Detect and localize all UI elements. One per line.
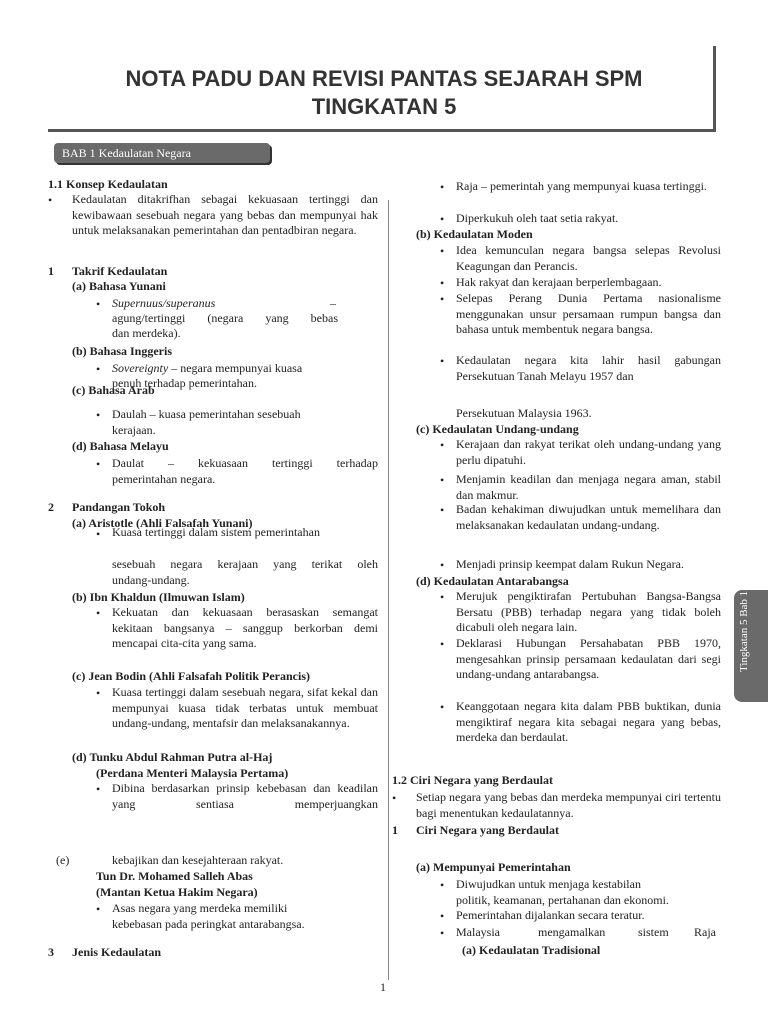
text-line: Asas negara yang merdeka memiliki [112,901,288,915]
text-line: dan merdeka). [112,326,181,340]
bullet: • [96,527,101,541]
text-word: Malaysia [456,925,500,939]
text-line: kebajikan dan kesejahteraan rakyat. [112,853,284,867]
item-label: (e) [56,853,70,867]
text-word: mengamalkan [538,925,606,939]
text-line: pemerintahan negara. [112,472,216,486]
heading: Ciri Negara yang Berdaulat [416,823,559,837]
text-block: Kekuatan dan kekuasaan berasaskan semangat kekitaan bangsanya – sanggup berkorban demi mencapai cita-cita yang sama. [112,605,378,650]
text-line: Diwujudkan untuk menjaga kestabilan [456,877,641,891]
bullet: • [440,438,445,452]
bullet: • [440,590,445,604]
text-block: Kuasa tertinggi dalam sesebuah negara, sifat kekal dan mempunyai kuasa tidak terbatas untuk membuat undang-undang, mentafsir dan melaksanakannya. [112,685,378,730]
definition-text: Kedaulatan ditakrifhan sebagai kekuasaan tertinggi dan kewibawaan sesebuah negara yang bebas dan mempunyai hak untuk melaksanakan pemerintahan dan pentadbiran negara. [72,192,378,237]
text-block: Dibina berdasarkan prinsip kebebasan dan keadilan yang sentiasa memperjuangkan [112,781,378,811]
text-block: Raja – pemerintah yang mempunyai kuasa tertinggi. [456,179,707,193]
chapter-tab: BAB 1 Kedaulatan Negara [54,143,270,163]
bullet: • [440,878,445,892]
term: Sovereignty [112,361,169,375]
page-subtitle: TINGKATAN 5 [311,94,457,119]
heading-number: 1 [48,264,54,278]
text-block: Deklarasi Hubungan Persahabatan PBB 1970, mengesahkan prinsip persamaan kedaulatan dari segi undang-undang antarabangsa. [456,636,721,681]
column-divider [388,200,389,980]
text-line: Menjadi prinsip keempat dalam Rukun Negara. [456,557,684,571]
bullet: • [96,782,101,796]
text-line: agung/tertinggi (negara yang bebas [112,311,338,325]
text-block: Keanggotaan negara kita dalam PBB buktikan, dunia mengiktiraf negara kita sebagai negara yang bebas, merdeka dan berdaulat. [456,699,721,744]
bullet: • [96,606,101,620]
heading: Jenis Kedaulatan [72,945,162,959]
text-line [112,361,302,376]
side-tab-label: Tingkatan 5 Bab 1 [738,590,750,672]
subheading: (c) Jean Bodin (Ahli Falsafah Politik Perancis) [72,669,310,683]
text-line: kerajaan. [112,423,156,437]
term-definition: – negara mempunyai kuasa [168,361,303,375]
page-title: NOTA PADU DAN REVISI PANTAS SEJARAH SPM [125,66,643,91]
text-block: Idea kemunculan negara bangsa selepas Revolusi Keagungan dan Perancis. [456,243,721,273]
subheading: (c) Kedaulatan Undang-undang [416,422,579,436]
bullet: • [440,276,445,290]
text-line: Daulah – kuasa pemerintahan sesebuah [112,407,301,421]
text-line: undang-undang. [112,573,190,587]
bullet: • [440,700,445,714]
section-heading: 1.1 Konsep Kedaulatan [48,177,168,191]
subheading: Tun Dr. Mohamed Salleh Abas [96,869,253,883]
text-word: sistem [638,925,669,939]
text-line: Persekutuan Malaysia 1963. [456,406,592,420]
text-block: Setiap negara yang bebas dan merdeka mempunyai ciri tertentu bagi menentukan kedaulatannya. [416,790,721,820]
term: Supernuus/superanus [112,296,216,310]
bullet: • [440,244,445,258]
heading-number: 1 [392,823,398,837]
bullet: • [96,686,101,700]
subheading: (a) Bahasa Yunani [72,279,166,293]
dash: – [330,296,336,310]
bullet: • [96,297,101,311]
heading-number: 2 [48,500,54,514]
bullet: • [96,362,101,376]
subheading: (d) Bahasa Melayu [72,439,169,453]
text-line: Daulat – kekuasaan tertinggi terhadap [112,456,378,470]
heading: Pandangan Tokoh [72,500,166,514]
bullet: • [440,212,445,226]
text-line: Hak rakyat dan kerajaan berperlembagaan. [456,275,662,289]
text-line: Kuasa tertinggi dalam sistem pemerintahan [112,525,320,539]
text-line: politik, keamanan, pertahanan dan ekonomi. [456,893,669,907]
page-number: 1 [380,980,386,994]
subheading: (b) Ibn Khaldun (Ilmuwan Islam) [72,590,245,604]
text-line: sesebuah negara kerajaan yang terikat oleh [112,557,378,571]
subheading: (a) Mempunyai Pemerintahan [416,860,571,874]
text-line: Diperkukuh oleh taat setia rakyat. [456,211,619,225]
bullet: • [440,503,445,517]
text-block: Selepas Perang Dunia Pertama nasionalisme menggunakan unsur persamaan rumpun bangsa dan bahasa untuk membentuk negara bangsa. [456,291,721,336]
subheading: (b) Bahasa Inggeris [72,344,173,358]
subheading-note: (Mantan Ketua Hakim Negara) [96,885,258,899]
text-word: Raja [694,925,716,939]
text-line: Pemerintahan dijalankan secara teratur. [456,908,645,922]
heading-number: 3 [48,945,54,959]
bullet: • [96,457,101,471]
bullet: • [392,791,397,805]
subheading: (a) Kedaulatan Tradisional [462,943,601,957]
subheading: (d) Tunku Abdul Rahman Putra al-Haj [72,750,273,764]
subheading: (a) Aristotle (Ahli Falsafah Yunani) [72,516,253,530]
bullet: • [440,926,445,940]
subheading-note: (Perdana Menteri Malaysia Pertama) [96,766,289,780]
bullet: • [440,292,445,306]
bullet: • [440,473,445,487]
subheading: (d) Kedaulatan Antarabangsa [416,574,569,588]
section-heading: 1.2 Ciri Negara yang Berdaulat [392,773,553,787]
text-block: Kedaulatan negara kita lahir hasil gabungan Persekutuan Tanah Melayu 1957 dan [456,353,721,383]
text-line: kebebasan pada peringkat antarabangsa. [112,917,305,931]
bullet: • [48,193,53,207]
bullet: • [440,180,445,194]
bullet: • [96,902,101,916]
subheading: (b) Kedaulatan Moden [416,227,533,241]
text-block: Badan kehakiman diwujudkan untuk memelihara dan melaksanakan kedaulatan undang-undang. [456,502,721,532]
bullet: • [440,637,445,651]
bullet: • [440,909,445,923]
bullet: • [440,558,445,572]
bullet: • [440,354,445,368]
text-block: Kerajaan dan rakyat terikat oleh undang-undang yang perlu dipatuhi. [456,437,721,467]
heading: Takrif Kedaulatan [72,264,168,278]
bullet: • [96,408,101,422]
subheading: (c) Bahasa Arab [72,383,155,397]
text-block: Merujuk pengiktirafan Pertubuhan Bangsa-Bangsa Bersatu (PBB) terhadap negara yang tidak boleh dicabuli oleh negara lain. [456,589,721,634]
text-line: penuh terhadap pemerintahan. [112,376,257,390]
text-block: Menjamin keadilan dan menjaga negara aman, stabil dan makmur. [456,472,721,502]
